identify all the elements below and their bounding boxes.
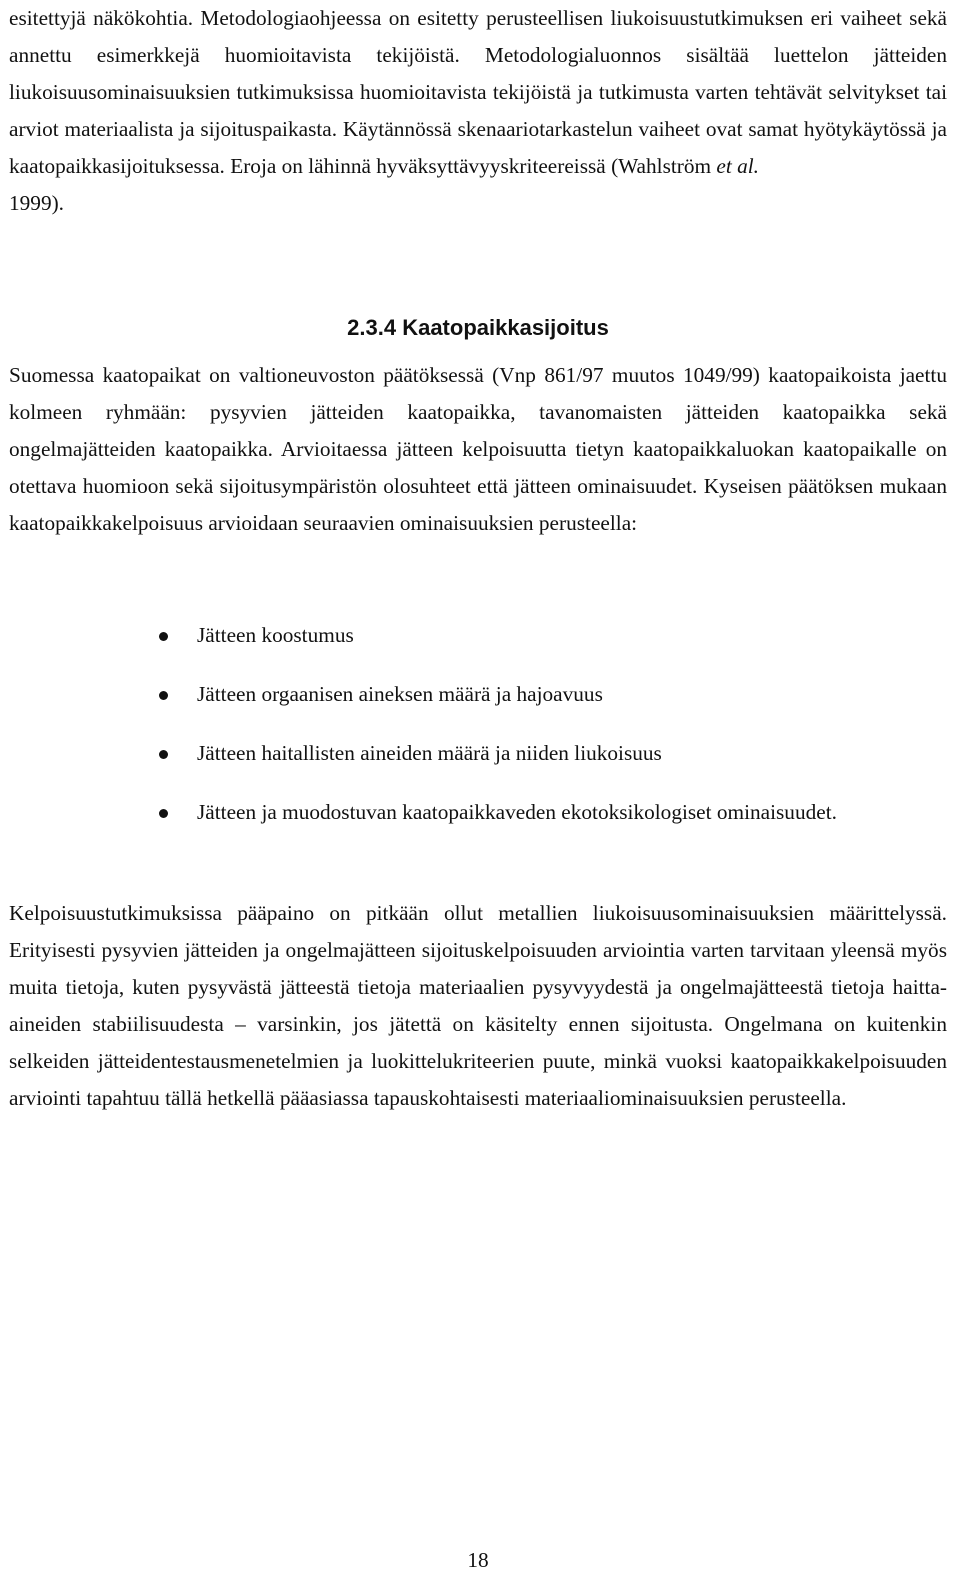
list-item-text: Jätteen orgaanisen aineksen määrä ja hajoavuus [197, 682, 603, 706]
list-item [9, 678, 947, 711]
list-item-text: Jätteen haitallisten aineiden määrä ja niiden liukoisuus [197, 741, 662, 765]
bullet-icon [159, 809, 168, 818]
citation-et-al: et al. [716, 154, 760, 178]
bullet-icon [159, 632, 168, 641]
citation-year: 1999). [9, 191, 65, 215]
kelpoisuus-paragraph: Kelpoisuustutkimuksissa pääpaino on pitkään ollut metallien liukoisuusominaisuuksien määrittelyssä. Erityisesti pysyvien jätteiden ja ongelmajätteen sijoituskelpoisuuden arviointia varten tarvitaan yleensä myös muita tietoja, kuten pysyvästä jätteestä tietoja materiaalien pysyvyydestä ja ongelmajätteestä tietoja haitta-aineiden stabiilisuudesta – varsinkin, jos jätettä on käsitelty ennen sijoitusta. Ongelmana on kuitenkin selkeiden jätteidentestausmenetelmien ja luokittelukriteerien puute, minkä vuoksi kaatopaikkakelpoisuuden arviointi tapahtuu tällä hetkellä pääasiassa tapauskohtaisesti materiaaliominaisuuksien perusteella. [9, 901, 947, 1110]
list-item-text: Jätteen ja muodostuvan kaatopaikkaveden ekotoksikologiset ominaisuudet. [197, 800, 837, 824]
list-item-text: Jätteen koostumus [197, 623, 354, 647]
section-heading: 2.3.4 Kaatopaikkasijoitus [347, 315, 609, 340]
list-item [9, 737, 947, 770]
criteria-bullet-list [9, 619, 947, 855]
page-number: 18 [467, 1548, 489, 1572]
kaatopaikka-paragraph: Suomessa kaatopaikat on valtioneuvoston päätöksessä (Vnp 861/97 muutos 1049/99) kaatopaikoista jaettu kolmeen ryhmään: pysyvien jätteiden kaatopaikka, tavanomaisten jätteiden kaatopaikka sekä ongelmajätteiden kaatopaikka. Arvioitaessa jätteen kelpoisuutta tietyn kaatopaikkaluokan kaatopaikalle on otettava huomioon sekä sijoitusympäristön olosuhteet että jätteen ominaisuudet. Kyseisen päätöksen mukaan kaatopaikkakelpoisuus arvioidaan seuraavien ominaisuuksien perusteella: [9, 363, 947, 535]
bullet-icon [159, 691, 168, 700]
list-item [9, 796, 947, 829]
bullet-icon [159, 750, 168, 759]
intro-paragraph-text: esitettyjä näkökohtia. Metodologiaohjeessa on esitetty perusteellisen liukoisuustutkimuksen eri vaiheet sekä annettu esimerkkejä huomioitavista tekijöistä. Metodologialuonnos sisältää luettelon jätteiden liukoisuusominaisuuksien tutkimuksissa huomioitavista tekijöistä ja tutkimusta varten tehtävät selvitykset tai arviot materiaalista ja sijoituspaikasta. Käytännössä skenaariotarkastelun vaiheet ovat samat hyötykäytössä ja kaatopaikkasijoituksessa. Eroja on lähinnä hyväksyttävyyskriteereissä (Wahlström [9, 6, 947, 178]
list-item [9, 619, 947, 652]
intro-paragraph [9, 0, 947, 222]
